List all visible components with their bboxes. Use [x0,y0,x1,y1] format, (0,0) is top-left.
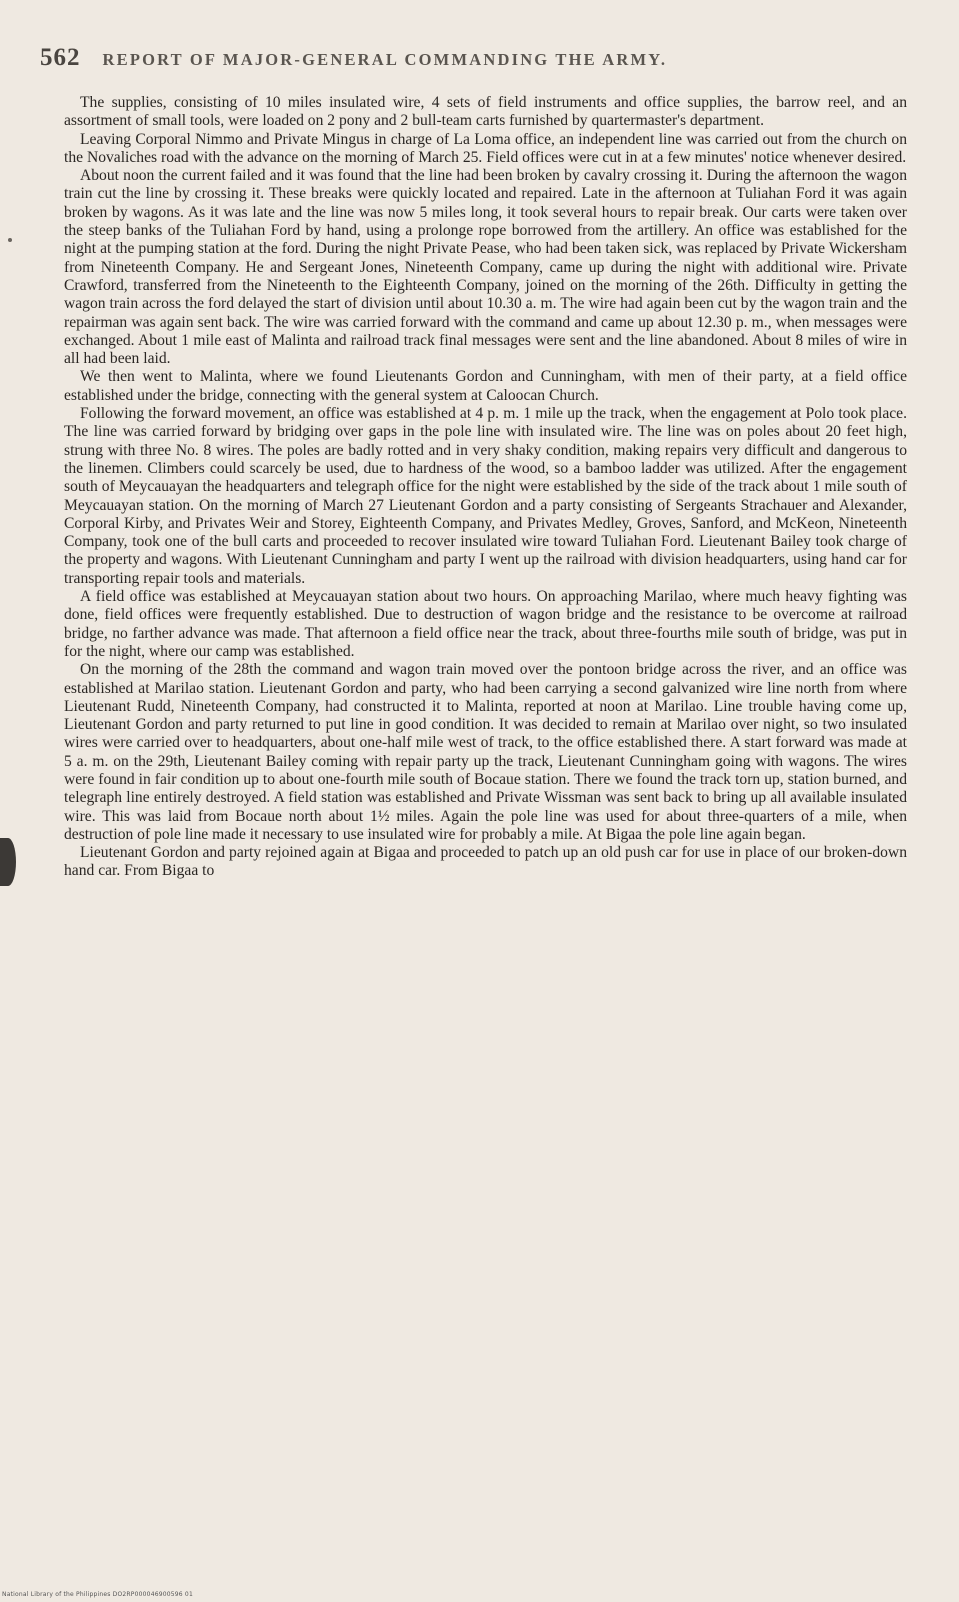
paragraph-polo-meycauayan: Following the forward movement, an office was established at 4 p. m. 1 mile up the track, when the engagement at Polo took place. The line was carried forward by bridging over gaps in the pole line with insulated wire. The line was on poles about 20 feet high, strung with three No. 8 wires. The poles are badly rotted and in very shaky condition, making repairs very difficult and dangerous to the linemen. Climbers could scarcely be used, due to hardness of the wood, so a bamboo ladder was utilized. After the engagement south of Meycauayan the headquarters and telegraph office for the night were established by the side of the track about 1 mile south of Meycauayan station. On the morning of March 27 Lieutenant Gordon and a party consisting of Sergeants Strachauer and Alexander, Corporal Kirby, and Privates Weir and Storey, Eighteenth Company, and Privates Medley, Groves, Sanford, and McKeon, Nineteenth Company, took one of the bull carts and proceeded to recover insulated wire toward Tuliahan Ford. Lieutenant Bailey took charge of the property and wagons. With Lieutenant Cunningham and party I went up the railroad with division headquarters, using hand car for transporting repair tools and materials. [64,405,907,587]
paragraph-supplies: The supplies, consisting of 10 miles insulated wire, 4 sets of field instruments and office supplies, the barrow reel, and an assortment of small tools, were loaded on 2 pony and 2 bull-team carts furnished by quartermaster's department. [64,94,907,130]
paragraph-tuliahan-ford: About noon the current failed and it was found that the line had been broken by cavalry crossing it. During the afternoon the wagon train cut the line by crossing it. These breaks were quickly located and repaired. Late in the afternoon at Tuliahan Ford it was again broken by wagons. As it was late and the line was now 5 miles long, it took several hours to repair break. Our carts were taken over the steep banks of the Tuliahan Ford by hand, using a prolonge rope borrowed from the artillery. An office was established for the night at the pumping station at the ford. During the night Private Pease, who had been taken sick, was replaced by Private Wickersham from Nineteenth Company. He and Sergeant Jones, Nineteenth Company, came up during the night with additional wire. Private Crawford, transferred from the Nineteenth to the Eighteenth Company, joined on the morning of the 26th. Difficulty in getting the wagon train across the ford delayed the start of division until about 10.30 a. m. The wire had again been cut by the wagon train and the repairman was again sent back. The wire was carried forward with the command and came up about 12.30 p. m., when messages were exchanged. About 1 mile east of Malinta and railroad track final messages were sent and the line abandoned. About 8 miles of wire in all had been laid. [64,167,907,368]
report-body [64,94,907,881]
paragraph-malinta: We then went to Malinta, where we found Lieutenants Gordon and Cunningham, with men of their party, at a field office established under the bridge, connecting with the general system at Caloocan Church. [64,368,907,404]
page-number: 562 [40,44,81,71]
running-head: REPORT OF MAJOR-GENERAL COMMANDING THE ARMY. [102,50,668,69]
paragraph-bocaue-bigaa: On the morning of the 28th the command and wagon train moved over the pontoon bridge across the river, and an office was established at Marilao station. Lieutenant Gordon and party, who had been carrying a second galvanized wire line north from where Lieutenant Rudd, Nineteenth Company, had constructed it to Malinta, reported at noon at Marilao. Line trouble having come up, Lieutenant Gordon and party returned to put line in good condition. It was decided to remain at Marilao over night, so two insulated wires were carried over to headquarters, about one-half mile west of track, to the office established there. A start forward was made at 5 a. m. on the 29th, Lieutenant Bailey coming with repair party up the track, Lieutenant Cunningham going with wagons. The wires were found in fair condition up to about one-fourth mile south of Bocaue station. There we found the track torn up, station burned, and telegraph line entirely destroyed. A field station was established and Private Wissman was sent back to bring up all available insulated wire. This was laid from Bocaue north about 1½ miles. Again the pole line was used for about three-quarters of a mile, when destruction of pole line made it necessary to use insulated wire for probably a mile. At Bigaa the pole line again began. [64,661,907,843]
page-header [40,44,880,76]
paragraph-marilao: A field office was established at Meycauayan station about two hours. On approaching Marilao, where much heavy fighting was done, field offices were frequently established. Due to destruction of wagon bridge and the resistance to be overcome at railroad bridge, no farther advance was made. That afternoon a field office near the track, about three-fourths mile south of bridge, was put in for the night, where our camp was established. [64,588,907,660]
paragraph-push-car: Lieutenant Gordon and party rejoined again at Bigaa and proceeded to patch up an old push car for use in place of our broken-down hand car. From Bigaa to [64,844,907,880]
paragraph-la-loma: Leaving Corporal Nimmo and Private Mingus in charge of La Loma office, an independent line was carried out from the church on the Novaliches road with the advance on the morning of March 25. Field offices were cut in at a few minutes' notice whenever desired. [64,130,907,166]
library-imprint: National Library of the Philippines DO2RP000046900596 01 [2,1591,193,1598]
scan-smudge [0,838,16,886]
scan-speck [8,238,12,242]
